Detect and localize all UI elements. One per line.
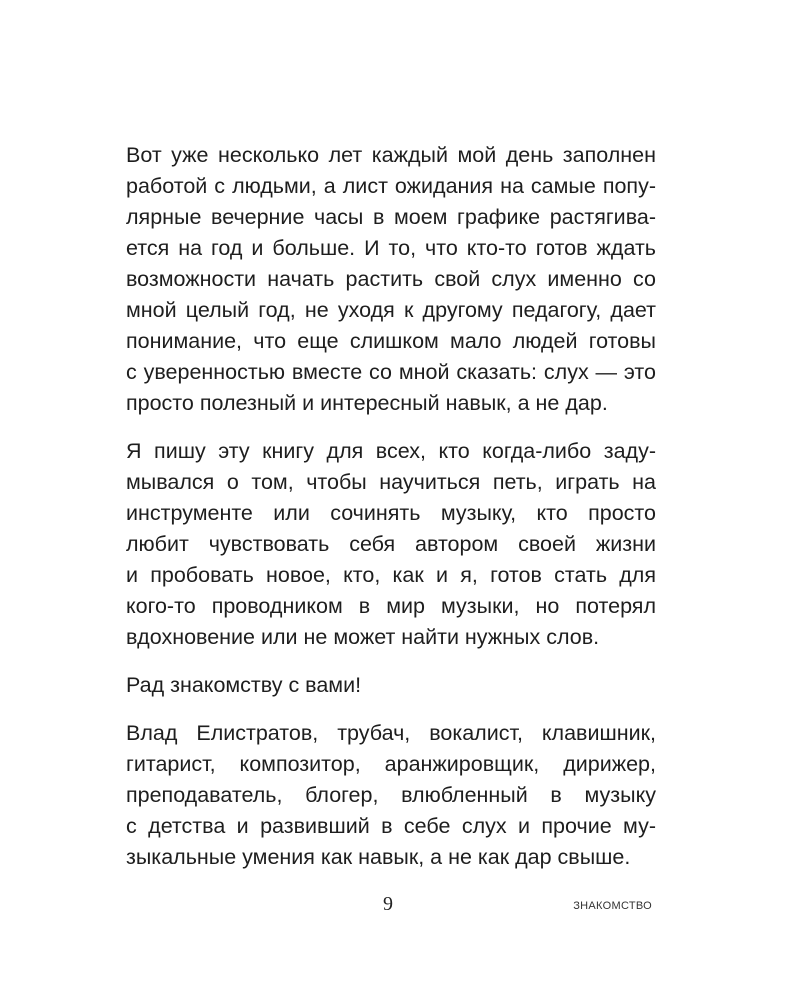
text-line: просто полезный и интересный навык, а не дар. bbox=[126, 391, 608, 415]
text-line: мывался о том, чтобы научиться петь, играть на bbox=[126, 470, 656, 494]
paragraph bbox=[126, 436, 656, 653]
text-line: Вот уже несколько лет каждый мой день заполнен bbox=[126, 143, 656, 167]
paragraph bbox=[126, 670, 656, 701]
text-line: инструменте или сочинять музыку, кто просто bbox=[126, 501, 656, 525]
page-number: 9 bbox=[383, 893, 393, 915]
text-line: кого-то проводником в мир музыки, но потерял bbox=[126, 594, 656, 618]
text-line: Я пишу эту книгу для всех, кто когда-либо заду- bbox=[126, 439, 656, 463]
text-line: преподаватель, блогер, влюбленный в музыку bbox=[126, 783, 656, 807]
text-line: Влад Елистратов, трубач, вокалист, клавишник, bbox=[126, 721, 656, 745]
text-line: возможности начать растить свой слух именно со bbox=[126, 267, 656, 291]
text-line: вдохновение или не может найти нужных слов. bbox=[126, 625, 600, 649]
text-line: мной целый год, не уходя к другому педагогу, дает bbox=[126, 298, 656, 322]
text-line: любит чувствовать себя автором своей жизни bbox=[126, 532, 656, 556]
text-line: работой с людьми, а лист ожидания на самые попу- bbox=[126, 174, 656, 198]
body-text bbox=[126, 140, 656, 873]
text-line: с уверенностью вместе со мной сказать: слух — это bbox=[126, 360, 656, 384]
text-line: зыкальные умения как навык, а не как дар свыше. bbox=[126, 845, 631, 869]
text-line: лярные вечерние часы в моем графике растягива- bbox=[126, 205, 656, 229]
paragraph bbox=[126, 140, 656, 419]
text-line: гитарист, композитор, аранжировщик, дирижер, bbox=[126, 752, 656, 776]
paragraph bbox=[126, 718, 656, 873]
running-footer-section-title: ЗНАКОМСТВО bbox=[573, 900, 652, 912]
text-line: и пробовать новое, кто, как и я, готов стать для bbox=[126, 563, 656, 587]
text-line: понимание, что еще слишком мало людей готовы bbox=[126, 329, 656, 353]
text-line: с детства и развивший в себе слух и прочие му- bbox=[126, 814, 656, 838]
text-line: Рад знакомству с вами! bbox=[126, 673, 362, 697]
text-line: ется на год и больше. И то, что кто-то готов ждать bbox=[126, 236, 656, 260]
